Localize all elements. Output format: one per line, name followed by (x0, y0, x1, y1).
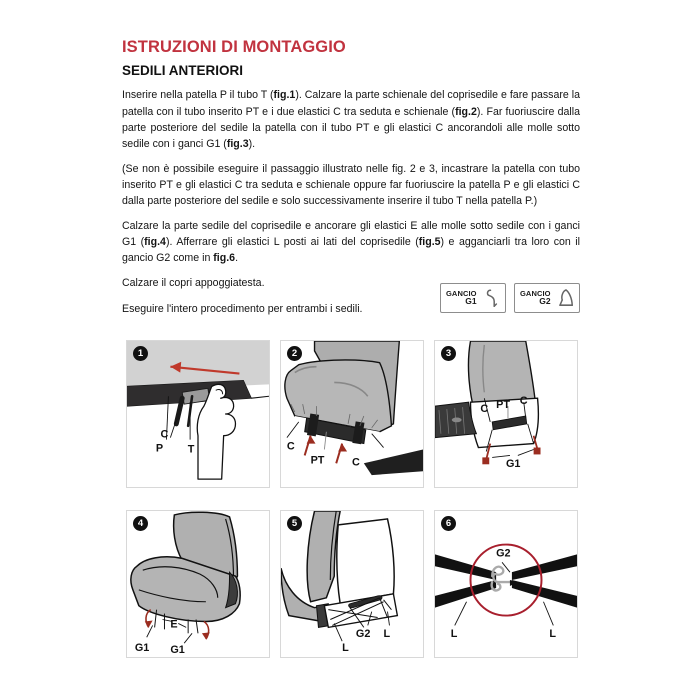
figure-6-label-l-left: L (450, 628, 458, 641)
figure-1-label-p: P (155, 442, 164, 455)
figure-5-label-l-right: L (383, 628, 391, 641)
figure-badge-1: 1 (133, 346, 148, 361)
hook-g1-icon (484, 287, 501, 309)
figure-6-illustration (435, 511, 577, 657)
legend-g2-code: G2 (539, 296, 551, 307)
legend-g1-title: GANCIO (446, 288, 477, 298)
figure-5-illustration (281, 511, 423, 657)
instruction-paragraph-1: Inserire nella patella P il tubo T (fig.1). Calzare la parte schienale del coprisedile e fare passare la patella con il tubo inserito PT e i due elastici C tra seduta e schienale (fig.2). Far fuoriuscire dalla parte posteriore del sedile la patella con il tubo PT e gli elastici C ancorandoli alle molle sotto sedile con i ganci G1 (fig.3). (122, 89, 580, 150)
figure-5-label-g2: G2 (355, 628, 371, 641)
legend-g1-code: G1 (465, 296, 477, 307)
figure-panel-6 (434, 510, 578, 658)
text-content (122, 38, 580, 326)
instruction-paragraph-2: (Se non è possibile eseguire il passaggio illustrato nelle fig. 2 e 3, incastrare la patella con tubo inserito PT e gli elastici C tra seduta e schienale oppure far fuoriuscire la patella P e gli elastici C dalla parte posteriore del sedile e solo successivamente inserire il tubo T nella patella P.) (122, 162, 580, 208)
figure-badge-6: 6 (441, 516, 456, 531)
figure-2-label-c-left: C (286, 440, 295, 453)
figure-panel-4 (126, 510, 270, 658)
figure-panel-5 (280, 510, 424, 658)
figure-grid (126, 340, 578, 658)
figure-4-label-e: E (170, 618, 178, 631)
figure-panel-2 (280, 340, 424, 488)
figure-4-illustration (127, 511, 269, 657)
figure-4-label-g1-right: G1 (170, 644, 185, 657)
figure-4-label-g1-left: G1 (134, 642, 150, 655)
figure-3-label-pt: PT (496, 399, 510, 412)
figure-panel-3 (434, 340, 578, 488)
legend-box-g1 (440, 283, 506, 313)
figure-3-label-c-right: C (519, 395, 528, 408)
hook-g2-icon (558, 287, 575, 309)
figure-2-illustration (281, 341, 423, 487)
figure-1-illustration (127, 341, 269, 487)
instruction-paragraph-4: Calzare il copri appoggiatesta. (122, 277, 265, 290)
hook-legend (440, 283, 580, 313)
figure-2-label-pt: PT (310, 454, 325, 467)
legend-g2-title: GANCIO (520, 288, 551, 298)
figure-1-label-c: C (160, 428, 169, 441)
figure-panel-1 (126, 340, 270, 488)
page-title: ISTRUZIONI DI MONTAGGIO (122, 38, 346, 56)
instruction-paragraph-5: Eseguire l'intero procedimento per entrambi i sedili. (122, 302, 363, 315)
figure-6-label-g2: G2 (496, 547, 511, 560)
figure-5-label-l-left: L (342, 642, 349, 655)
figure-badge-4: 4 (133, 516, 148, 531)
figure-1-label-t: T (187, 443, 195, 456)
figure-3-label-c-left: C (480, 403, 489, 416)
figure-3-label-g1: G1 (506, 458, 521, 471)
instruction-paragraph-3: Calzare la parte sedile del coprisedile e ancorare gli elastici E alle molle sotto sedile con i ganci G1 (fig.4). Afferrare gli elastici L posti ai lati del coprisedile (fig.5) e agganciarli tra loro con il gancio G2 come in fig.6. (122, 220, 580, 265)
figure-3-illustration (435, 341, 577, 487)
figure-2-label-c-right: C (352, 456, 360, 469)
figure-6-label-l-right: L (549, 628, 557, 641)
figure-badge-5: 5 (287, 516, 302, 531)
figure-badge-2: 2 (287, 346, 302, 361)
legend-box-g2 (514, 283, 580, 313)
page-subtitle: SEDILI ANTERIORI (122, 62, 244, 78)
figure-badge-3: 3 (441, 346, 456, 361)
